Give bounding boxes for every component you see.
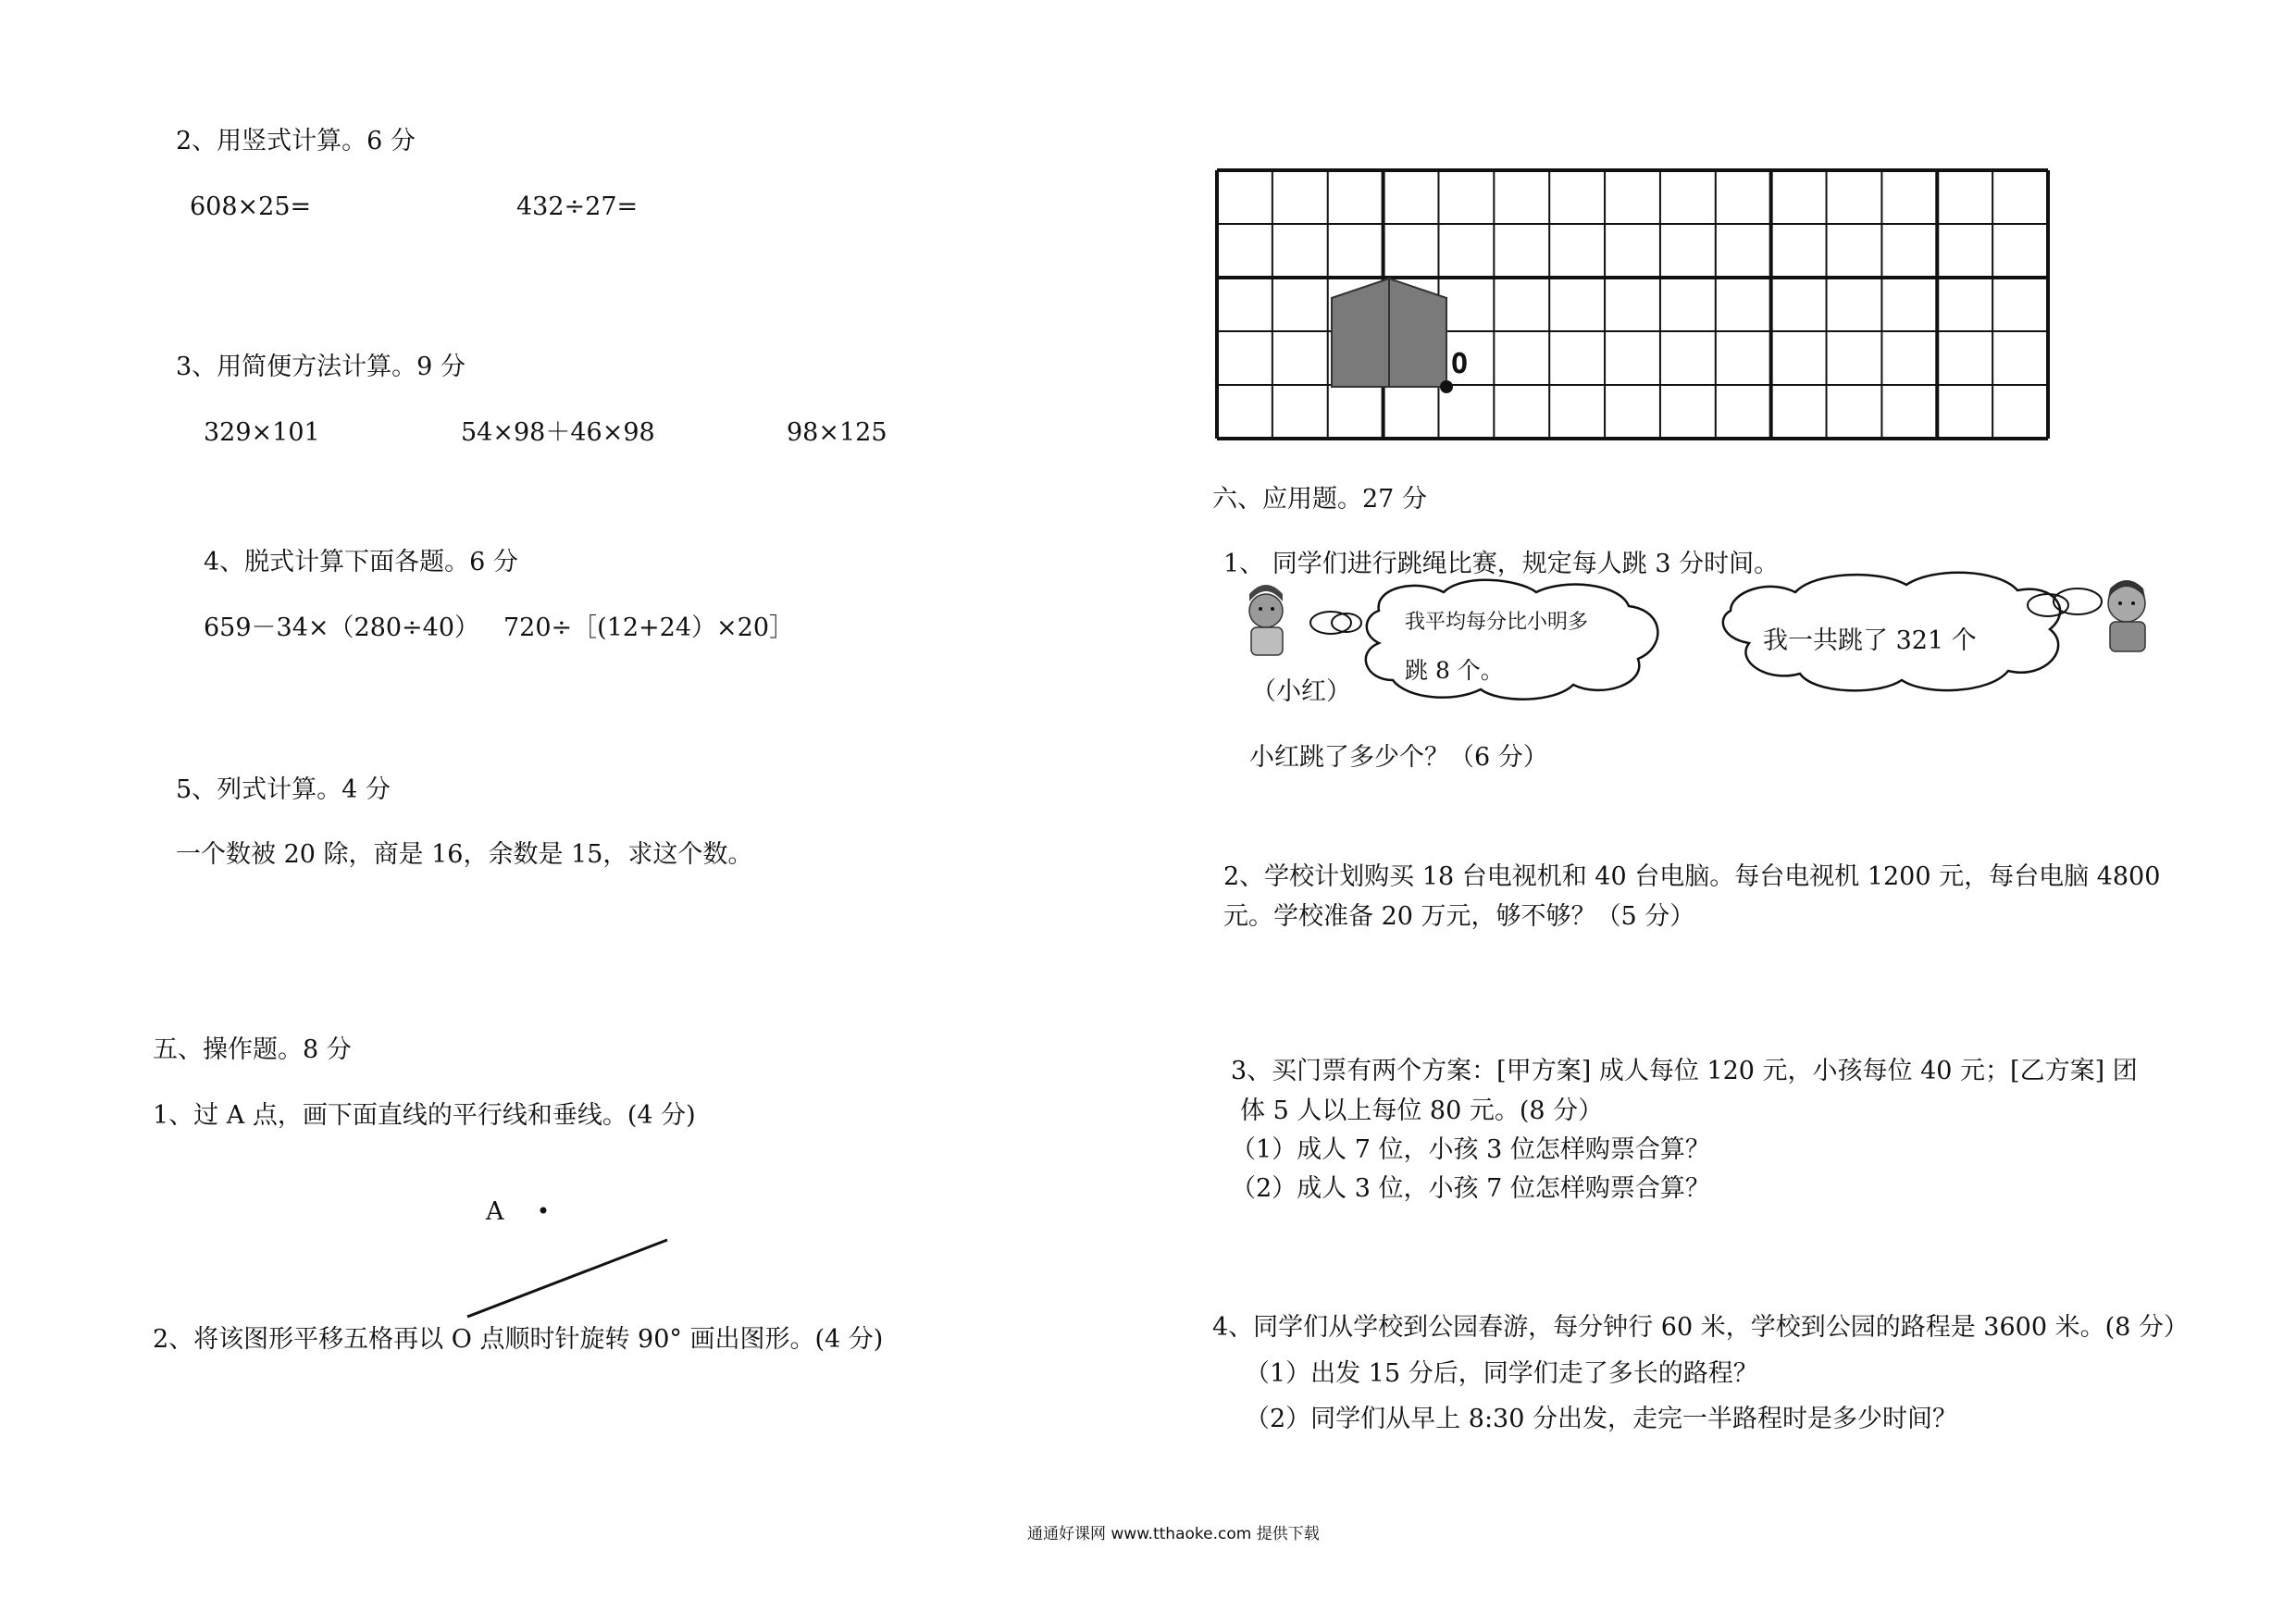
application-2-line-1: 2、学校计划购买 18 台电视机和 40 台电脑。每台电视机 1200 元，每台电脑 4800 [1223, 862, 2161, 891]
q5-text: 一个数被 20 除，商是 16，余数是 15，求这个数。 [176, 840, 753, 869]
q2-expression-a: 608×25= [190, 192, 312, 221]
application-3-line-2: 体 5 人以上每位 80 元。(8 分） [1240, 1096, 1604, 1125]
point-a-label: A [486, 1197, 504, 1226]
application-3-sub-1: （1）成人 7 位，小孩 3 位怎样购票合算？ [1231, 1135, 1710, 1164]
operation-1-text: 1、过 A 点，画下面直线的平行线和垂线。(4 分) [153, 1101, 696, 1130]
q4-expression-a: 659－34×（280÷40） [204, 613, 480, 642]
given-line [467, 1240, 667, 1317]
bubble-1-line-2: 跳 8 个。 [1405, 657, 1504, 684]
bubble-2-text: 我一共跳了 321 个 [1763, 626, 1977, 655]
q3-title: 3、用简便方法计算。9 分 [176, 353, 465, 381]
q2-title: 2、用竖式计算。6 分 [176, 127, 416, 155]
q3-expression-c: 98×125 [787, 418, 887, 447]
point-o-dot [1440, 380, 1453, 393]
q3-expression-b: 54×98＋46×98 [461, 418, 655, 447]
q4-title: 4、脱式计算下面各题。6 分 [204, 548, 518, 576]
application-3-sub-2: （2）成人 3 位，小孩 7 位怎样购票合算？ [1231, 1174, 1710, 1203]
operation-2-text: 2、将该图形平移五格再以 O 点顺时针旋转 90° 画出图形。(4 分) [153, 1325, 884, 1354]
xiaohong-label: （小红） [1251, 677, 1351, 706]
boy-icon [2108, 580, 2145, 651]
grid-point-o-label: O [1451, 348, 1469, 380]
point-a-dot [540, 1208, 547, 1214]
bubble-1-line-1: 我平均每分比小明多 [1405, 611, 1589, 634]
footer-text: 通通好课网 www.tthaoke.com 提供下载 [1027, 1525, 1320, 1543]
section-5-title: 五、操作题。8 分 [153, 1035, 352, 1064]
q5-title: 5、列式计算。4 分 [176, 775, 391, 804]
application-4-sub-2: （2）同学们从早上 8:30 分出发，走完一半路程时是多少时间？ [1245, 1405, 1957, 1433]
q2-expression-b: 432÷27= [516, 192, 639, 221]
application-1-question: 小红跳了多少个？（6 分） [1249, 743, 1548, 772]
application-4-line-1: 4、同学们从学校到公园春游，每分钟行 60 米，学校到公园的路程是 3600 米。(8 分） [1212, 1313, 2189, 1342]
application-2-line-2: 元。学校准备 20 万元，够不够？（5 分） [1223, 902, 1695, 931]
section-6-title: 六、应用题。27 分 [1212, 485, 1427, 514]
application-1-text: 1、 同学们进行跳绳比赛，规定每人跳 3 分时间。 [1223, 550, 1780, 578]
q3-expression-a: 329×101 [204, 418, 320, 447]
q4-expression-b: 720÷［(12+24）×20］ [503, 613, 795, 642]
girl-icon [1249, 585, 1283, 655]
application-4-sub-1: （1）出发 15 分后，同学们走了多长的路程？ [1245, 1359, 1758, 1388]
application-3-line-1: 3、买门票有两个方案：[甲方案] 成人每位 120 元，小孩每位 40 元；[乙方案] 团 [1231, 1057, 2138, 1085]
